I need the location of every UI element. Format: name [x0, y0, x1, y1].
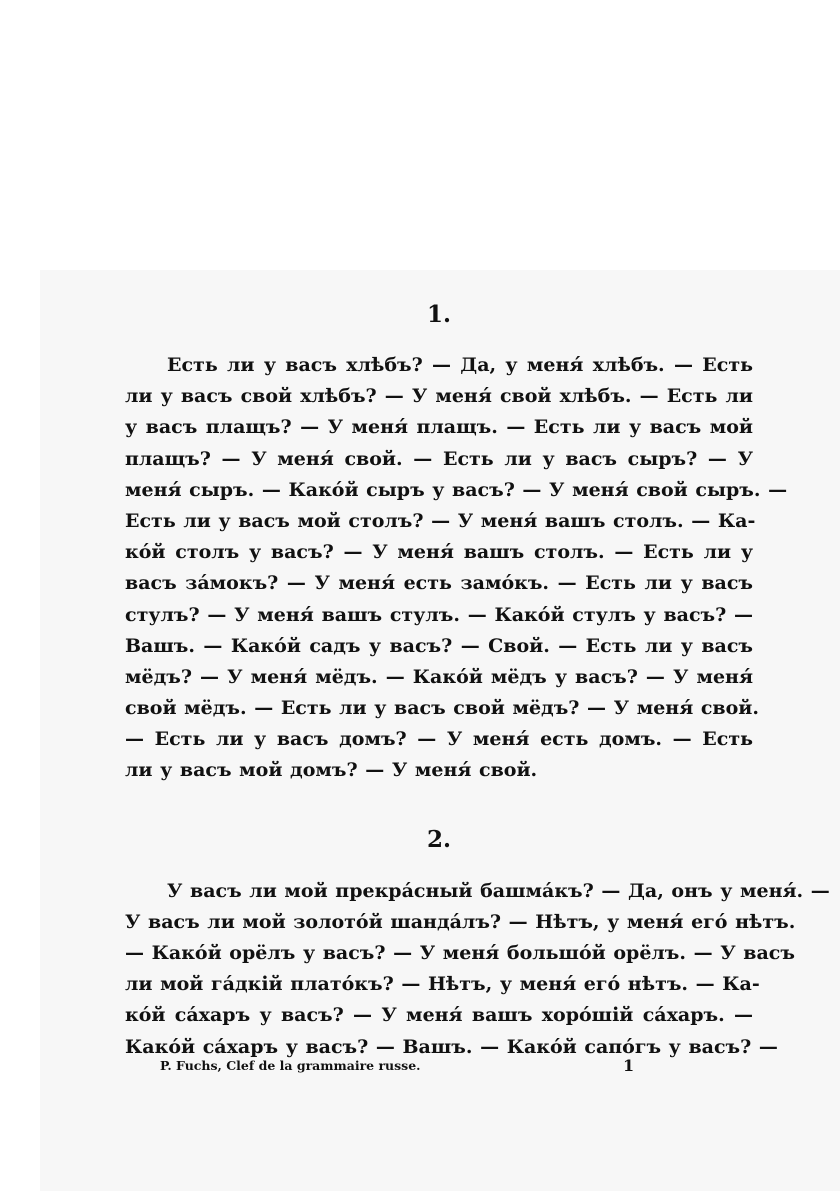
text-line: свой мёдъ. — Есть ли у васъ свой мёдъ? — У меня́ свой. — [125, 697, 759, 720]
text-line: Како́й са́харъ у васъ? — Вашъ. — Како́й сапо́гъ у васъ? — — [125, 1035, 778, 1058]
text-line: плащъ? — У меня́ свой. — Есть ли у васъ сыръ? — У — [125, 447, 753, 470]
text-line: мёдъ? — У меня́ мёдъ. — Како́й мёдъ у васъ? — У меня́ — [125, 665, 753, 688]
document-body — [125, 298, 830, 1063]
section-paragraph — [125, 876, 830, 1063]
text-line: Вашъ. — Како́й садъ у васъ? — Свой. — Есть ли у васъ — [125, 634, 753, 657]
text-line: — Како́й орёлъ у васъ? — У меня́ большо́й орёлъ. — У васъ — [125, 942, 795, 964]
section-paragraph — [125, 350, 788, 787]
text-line: меня́ сыръ. — Како́й сыръ у васъ? — У меня́ свой сыръ. — — [125, 478, 788, 501]
text-line: У васъ ли мой золото́й шанда́лъ? — Нѣтъ, у меня́ его́ нѣтъ. — [125, 910, 796, 933]
text-line: ко́й столъ у васъ? — У меня́ вашъ столъ. — Есть ли у — [125, 541, 753, 564]
text-line: — Есть ли у васъ домъ? — У меня́ есть домъ. — Есть — [125, 728, 753, 751]
text-line: у васъ плащъ? — У меня́ плащъ. — Есть ли у васъ мой — [125, 416, 753, 439]
text-line: ли мой га́дкій плато́къ? — Нѣтъ, у меня́ его́ нѣтъ. — Ка- — [125, 973, 760, 996]
text-line: Есть ли у васъ мой столъ? — У меня́ вашъ столъ. — Ка- — [125, 509, 756, 532]
section-number: 2. — [426, 825, 451, 853]
text-line: У васъ ли мой прекра́сный башма́къ? — Да, онъ у меня́. — — [167, 879, 830, 902]
text-line: ли у васъ мой домъ? — У меня́ свой. — [125, 759, 538, 782]
text-line: ли у васъ свой хлѣбъ? — У меня́ свой хлѣбъ. — Есть ли — [125, 385, 753, 408]
text-line: Есть ли у васъ хлѣбъ? — Да, у меня́ хлѣбъ. — Есть — [167, 354, 753, 376]
footer-note: P. Fuchs, Clef de la grammaire russe. — [160, 1058, 421, 1073]
text-line: васъ за́мокъ? — У меня́ есть замо́къ. — Есть ли у васъ — [125, 572, 753, 595]
page-number: 1 — [623, 1056, 635, 1075]
text-line: ко́й са́харъ у васъ? — У меня́ вашъ хоро́шій са́харъ. — — [125, 1004, 753, 1027]
text-line: стулъ? — У меня́ вашъ стулъ. — Како́й стулъ у васъ? — — [125, 603, 753, 626]
section-number: 1. — [426, 301, 451, 328]
